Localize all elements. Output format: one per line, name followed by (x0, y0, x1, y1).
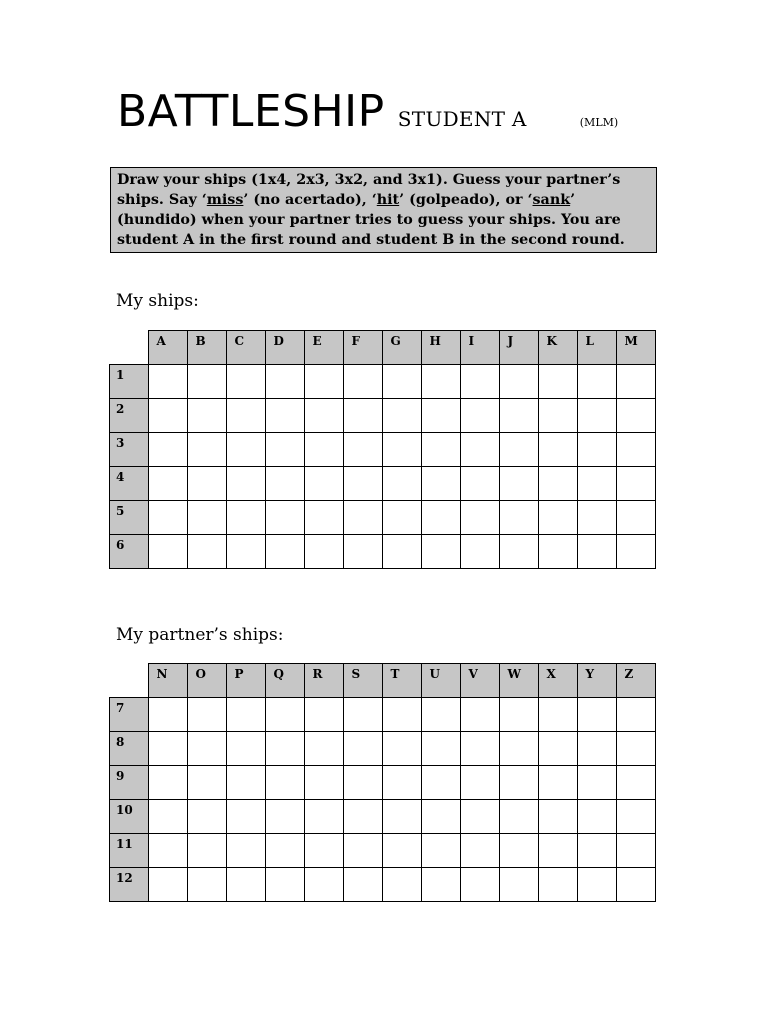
column-header-q: Q (265, 664, 304, 698)
grid-cell-s11[interactable] (343, 833, 382, 867)
grid-cell-p9[interactable] (226, 765, 265, 799)
grid-cell-h4[interactable] (421, 466, 460, 500)
grid-cell-b3[interactable] (187, 432, 226, 466)
grid-cell-h6[interactable] (421, 534, 460, 568)
grid-cell-o12[interactable] (187, 867, 226, 901)
grid-cell-e3[interactable] (304, 432, 343, 466)
keyword-sank: sank (532, 192, 571, 208)
grid-cell-q8[interactable] (265, 731, 304, 765)
grid-cell-s8[interactable] (343, 731, 382, 765)
grid-cell-u9[interactable] (421, 765, 460, 799)
grid-cell-x10[interactable] (538, 799, 577, 833)
column-header-n: N (148, 664, 187, 698)
column-header-b: B (187, 331, 226, 365)
grid-cell-g5[interactable] (382, 500, 421, 534)
row-header-11: 11 (110, 833, 149, 867)
grid-cell-p7[interactable] (226, 697, 265, 731)
grid-cell-z11[interactable] (616, 833, 655, 867)
grid-cell-k1[interactable] (538, 364, 577, 398)
column-header-a: A (148, 331, 187, 365)
grid-cell-p11[interactable] (226, 833, 265, 867)
row-header-12: 12 (110, 867, 149, 901)
grid-cell-t11[interactable] (382, 833, 421, 867)
grid-row (110, 466, 656, 500)
row-header-1: 1 (110, 364, 149, 398)
grid-cell-l3[interactable] (577, 432, 616, 466)
grid-cell-m1[interactable] (616, 364, 655, 398)
grid-cell-g3[interactable] (382, 432, 421, 466)
grid-cell-t8[interactable] (382, 731, 421, 765)
grid-cell-d3[interactable] (265, 432, 304, 466)
grid-cell-d4[interactable] (265, 466, 304, 500)
grid-cell-z7[interactable] (616, 697, 655, 731)
grid-cell-y8[interactable] (577, 731, 616, 765)
grid-cell-u12[interactable] (421, 867, 460, 901)
grid-row (110, 364, 656, 398)
grid-cell-m4[interactable] (616, 466, 655, 500)
column-header-w: W (499, 664, 538, 698)
grid-cell-b1[interactable] (187, 364, 226, 398)
grid-cell-v7[interactable] (460, 697, 499, 731)
grid-cell-g4[interactable] (382, 466, 421, 500)
grid-cell-b6[interactable] (187, 534, 226, 568)
grid-cell-m6[interactable] (616, 534, 655, 568)
partner-ships-label: My partner’s ships: (116, 625, 284, 645)
row-header-6: 6 (110, 534, 149, 568)
grid-cell-z12[interactable] (616, 867, 655, 901)
grid-cell-k6[interactable] (538, 534, 577, 568)
grid-cell-s12[interactable] (343, 867, 382, 901)
column-header-p: P (226, 664, 265, 698)
grid-cell-o9[interactable] (187, 765, 226, 799)
grid-cell-d2[interactable] (265, 398, 304, 432)
grid-cell-a2[interactable] (148, 398, 187, 432)
grid-cell-t12[interactable] (382, 867, 421, 901)
column-header-u: U (421, 664, 460, 698)
grid-cell-j2[interactable] (499, 398, 538, 432)
grid-row (110, 398, 656, 432)
grid-cell-i2[interactable] (460, 398, 499, 432)
grid-cell-i6[interactable] (460, 534, 499, 568)
grid-cell-k4[interactable] (538, 466, 577, 500)
grid-cell-j3[interactable] (499, 432, 538, 466)
page-subtitle: STUDENT A (397, 107, 527, 131)
row-header-8: 8 (110, 731, 149, 765)
grid-cell-m5[interactable] (616, 500, 655, 534)
grid-cell-e6[interactable] (304, 534, 343, 568)
grid-cell-c3[interactable] (226, 432, 265, 466)
row-header-2: 2 (110, 398, 149, 432)
grid-cell-e1[interactable] (304, 364, 343, 398)
column-header-z: Z (616, 664, 655, 698)
grid-cell-q9[interactable] (265, 765, 304, 799)
grid-cell-f2[interactable] (343, 398, 382, 432)
grid-cell-z8[interactable] (616, 731, 655, 765)
grid-cell-p8[interactable] (226, 731, 265, 765)
grid-cell-h3[interactable] (421, 432, 460, 466)
column-header-h: H (421, 331, 460, 365)
grid-row (110, 867, 656, 901)
grid-cell-s7[interactable] (343, 697, 382, 731)
grid-cell-m3[interactable] (616, 432, 655, 466)
worksheet-title (117, 86, 618, 138)
grid-cell-o11[interactable] (187, 833, 226, 867)
column-header-g: G (382, 331, 421, 365)
grid-row (110, 799, 656, 833)
column-header-c: C (226, 331, 265, 365)
grid-cell-f1[interactable] (343, 364, 382, 398)
column-header-l: L (577, 331, 616, 365)
grid-header-row (110, 664, 656, 698)
grid-corner (110, 664, 149, 698)
grid-cell-w11[interactable] (499, 833, 538, 867)
grid-cell-n11[interactable] (148, 833, 187, 867)
grid-cell-n10[interactable] (148, 799, 187, 833)
grid-cell-q11[interactable] (265, 833, 304, 867)
grid-cell-y7[interactable] (577, 697, 616, 731)
grid-cell-i1[interactable] (460, 364, 499, 398)
grid-cell-g1[interactable] (382, 364, 421, 398)
column-header-e: E (304, 331, 343, 365)
grid-cell-s9[interactable] (343, 765, 382, 799)
grid-row (110, 697, 656, 731)
column-header-f: F (343, 331, 382, 365)
instructions-text: Draw your ships (1x4, 2x3, 3x2, and 3x1). Guess your partner’s ships. Say ‘ (117, 172, 621, 208)
grid-cell-i3[interactable] (460, 432, 499, 466)
row-header-3: 3 (110, 432, 149, 466)
grid-row (110, 432, 656, 466)
grid-cell-j5[interactable] (499, 500, 538, 534)
grid-cell-q12[interactable] (265, 867, 304, 901)
instructions-text: ’ (golpeado), or ‘ (399, 192, 533, 208)
row-header-4: 4 (110, 466, 149, 500)
grid-cell-n8[interactable] (148, 731, 187, 765)
instructions-text: ’ (no acertado), ‘ (243, 192, 377, 208)
grid-cell-c2[interactable] (226, 398, 265, 432)
grid-cell-r11[interactable] (304, 833, 343, 867)
grid-cell-v12[interactable] (460, 867, 499, 901)
grid-cell-w7[interactable] (499, 697, 538, 731)
grid-cell-v10[interactable] (460, 799, 499, 833)
grid-cell-l5[interactable] (577, 500, 616, 534)
grid-cell-r7[interactable] (304, 697, 343, 731)
column-header-j: J (499, 331, 538, 365)
grid-cell-j6[interactable] (499, 534, 538, 568)
grid-cell-h2[interactable] (421, 398, 460, 432)
page-title: BATTLESHIP (117, 86, 385, 137)
my-ships-grid (109, 330, 656, 569)
grid-cell-n9[interactable] (148, 765, 187, 799)
grid-cell-x9[interactable] (538, 765, 577, 799)
column-header-v: V (460, 664, 499, 698)
grid-cell-t7[interactable] (382, 697, 421, 731)
grid-cell-g6[interactable] (382, 534, 421, 568)
instructions-box (110, 167, 657, 253)
grid-cell-w12[interactable] (499, 867, 538, 901)
grid-cell-s10[interactable] (343, 799, 382, 833)
grid-cell-d1[interactable] (265, 364, 304, 398)
grid-cell-a5[interactable] (148, 500, 187, 534)
grid-cell-i4[interactable] (460, 466, 499, 500)
grid-cell-d6[interactable] (265, 534, 304, 568)
row-header-9: 9 (110, 765, 149, 799)
grid-cell-y10[interactable] (577, 799, 616, 833)
grid-cell-a1[interactable] (148, 364, 187, 398)
column-header-r: R (304, 664, 343, 698)
column-header-o: O (187, 664, 226, 698)
grid-cell-q10[interactable] (265, 799, 304, 833)
grid-row (110, 731, 656, 765)
grid-cell-t10[interactable] (382, 799, 421, 833)
grid-cell-b5[interactable] (187, 500, 226, 534)
grid-corner (110, 331, 149, 365)
grid-cell-q7[interactable] (265, 697, 304, 731)
grid-cell-b2[interactable] (187, 398, 226, 432)
column-header-i: I (460, 331, 499, 365)
grid-cell-v9[interactable] (460, 765, 499, 799)
grid-cell-u11[interactable] (421, 833, 460, 867)
grid-cell-e4[interactable] (304, 466, 343, 500)
grid-cell-l1[interactable] (577, 364, 616, 398)
column-header-y: Y (577, 664, 616, 698)
column-header-s: S (343, 664, 382, 698)
grid-cell-b4[interactable] (187, 466, 226, 500)
grid-cell-x7[interactable] (538, 697, 577, 731)
grid-cell-o7[interactable] (187, 697, 226, 731)
column-header-m: M (616, 331, 655, 365)
grid-cell-l4[interactable] (577, 466, 616, 500)
grid-cell-i5[interactable] (460, 500, 499, 534)
author-tag: (MLM) (579, 116, 619, 129)
grid-cell-k3[interactable] (538, 432, 577, 466)
row-header-10: 10 (110, 799, 149, 833)
grid-row (110, 534, 656, 568)
grid-cell-n12[interactable] (148, 867, 187, 901)
grid-cell-z10[interactable] (616, 799, 655, 833)
column-header-k: K (538, 331, 577, 365)
grid-cell-w10[interactable] (499, 799, 538, 833)
row-header-7: 7 (110, 697, 149, 731)
grid-cell-x12[interactable] (538, 867, 577, 901)
row-header-5: 5 (110, 500, 149, 534)
grid-cell-j4[interactable] (499, 466, 538, 500)
grid-cell-f3[interactable] (343, 432, 382, 466)
grid-cell-u7[interactable] (421, 697, 460, 731)
grid-cell-n7[interactable] (148, 697, 187, 731)
grid-cell-v8[interactable] (460, 731, 499, 765)
grid-cell-r10[interactable] (304, 799, 343, 833)
grid-cell-e5[interactable] (304, 500, 343, 534)
grid-row (110, 765, 656, 799)
grid-cell-f6[interactable] (343, 534, 382, 568)
column-header-t: T (382, 664, 421, 698)
grid-cell-w9[interactable] (499, 765, 538, 799)
grid-cell-o8[interactable] (187, 731, 226, 765)
grid-cell-k5[interactable] (538, 500, 577, 534)
grid-cell-y11[interactable] (577, 833, 616, 867)
grid-cell-y9[interactable] (577, 765, 616, 799)
grid-cell-t9[interactable] (382, 765, 421, 799)
grid-cell-m2[interactable] (616, 398, 655, 432)
keyword-hit: hit (376, 192, 400, 208)
grid-cell-h1[interactable] (421, 364, 460, 398)
grid-cell-v11[interactable] (460, 833, 499, 867)
grid-cell-l2[interactable] (577, 398, 616, 432)
grid-cell-c6[interactable] (226, 534, 265, 568)
grid-cell-u8[interactable] (421, 731, 460, 765)
grid-cell-o10[interactable] (187, 799, 226, 833)
grid-cell-r9[interactable] (304, 765, 343, 799)
grid-cell-a6[interactable] (148, 534, 187, 568)
my-ships-label: My ships: (116, 291, 199, 311)
keyword-miss: miss (206, 192, 244, 208)
grid-cell-h5[interactable] (421, 500, 460, 534)
grid-cell-c4[interactable] (226, 466, 265, 500)
grid-cell-d5[interactable] (265, 500, 304, 534)
grid-row (110, 833, 656, 867)
grid-cell-a3[interactable] (148, 432, 187, 466)
grid-cell-g2[interactable] (382, 398, 421, 432)
grid-cell-u10[interactable] (421, 799, 460, 833)
grid-cell-e2[interactable] (304, 398, 343, 432)
grid-cell-c1[interactable] (226, 364, 265, 398)
grid-cell-k2[interactable] (538, 398, 577, 432)
grid-cell-x11[interactable] (538, 833, 577, 867)
grid-cell-a4[interactable] (148, 466, 187, 500)
grid-cell-c5[interactable] (226, 500, 265, 534)
grid-cell-w8[interactable] (499, 731, 538, 765)
grid-header-row (110, 331, 656, 365)
grid-row (110, 500, 656, 534)
grid-cell-f4[interactable] (343, 466, 382, 500)
grid-cell-z9[interactable] (616, 765, 655, 799)
grid-cell-r12[interactable] (304, 867, 343, 901)
grid-cell-y12[interactable] (577, 867, 616, 901)
grid-cell-j1[interactable] (499, 364, 538, 398)
column-header-d: D (265, 331, 304, 365)
grid-cell-p12[interactable] (226, 867, 265, 901)
grid-cell-r8[interactable] (304, 731, 343, 765)
grid-cell-x8[interactable] (538, 731, 577, 765)
instructions-text: ’ (hundido) when your partner tries to guess your ships. You are student A in the first round and student B in the second round. (117, 192, 625, 248)
grid-cell-p10[interactable] (226, 799, 265, 833)
grid-cell-f5[interactable] (343, 500, 382, 534)
partner-ships-grid (109, 663, 656, 902)
column-header-x: X (538, 664, 577, 698)
grid-cell-l6[interactable] (577, 534, 616, 568)
